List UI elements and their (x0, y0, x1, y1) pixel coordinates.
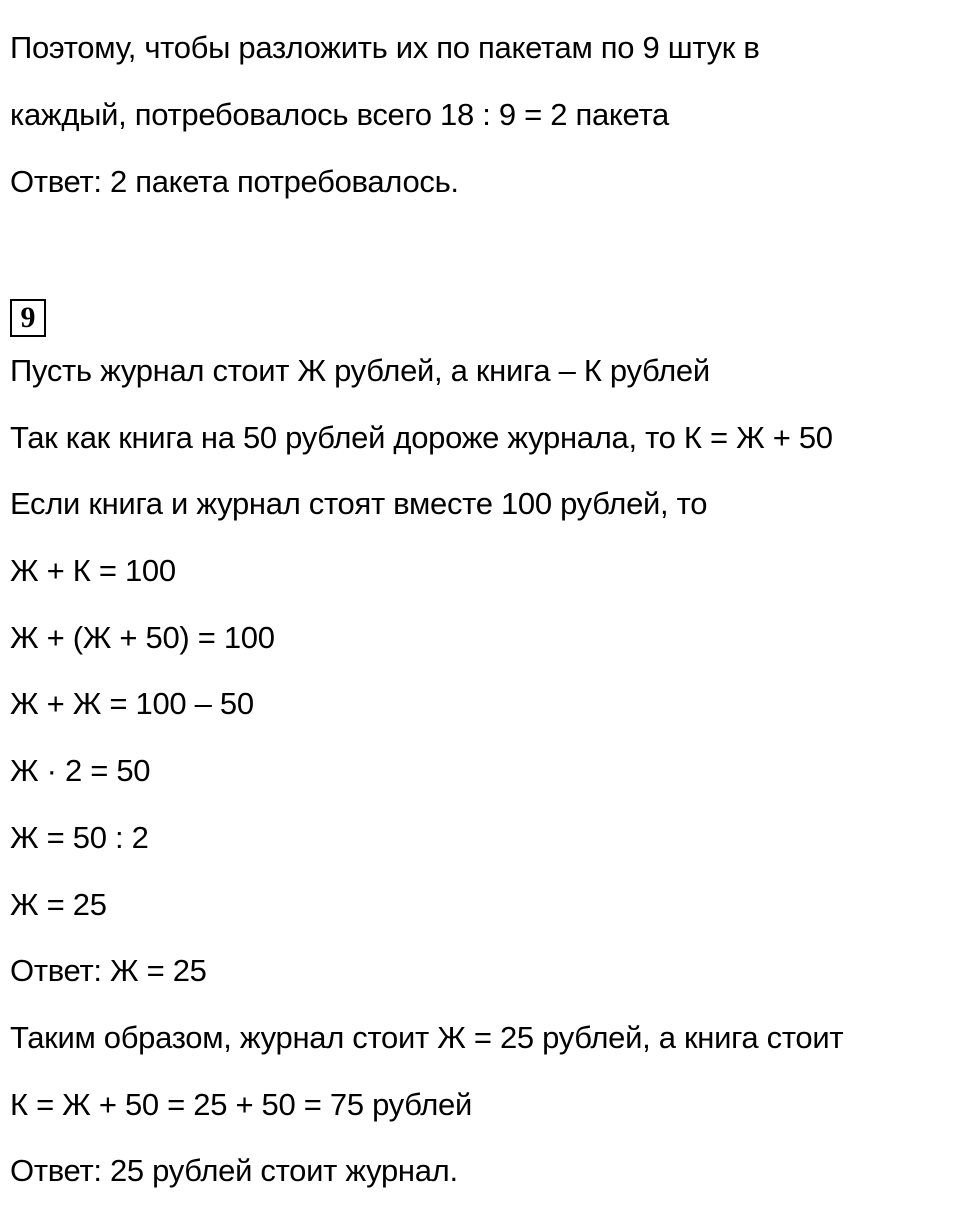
task-solution (10, 351, 950, 1191)
equation-line: Ж + (Ж + 50) = 100 (10, 619, 275, 655)
text-line: Поэтому, чтобы разложить их по пакетам по 9 штук в (10, 30, 760, 65)
text-line: Пусть журнал стоит Ж рублей, а книга – К рублей (10, 353, 710, 388)
answer-line: Ответ: 2 пакета потребовалось. (10, 164, 459, 199)
text-line: Так как книга на 50 рублей дороже журнала, то К = Ж + 50 (10, 419, 833, 455)
task-number-box: 9 (10, 299, 46, 337)
equation-line: К = Ж + 50 = 25 + 50 = 75 рублей (10, 1086, 473, 1122)
answer-line: Ответ: Ж = 25 (10, 953, 207, 989)
equation-line: Ж · 2 = 50 (10, 753, 151, 789)
text-line: Таким образом, журнал стоит Ж = 25 рублей, а книга стоит (10, 1019, 844, 1055)
text-line: Если книга и журнал стоят вместе 100 рублей, то (10, 486, 708, 522)
equation-line: Ж + К = 100 (10, 553, 176, 589)
solution-page (10, 0, 950, 1191)
equation-line: Ж = 25 (10, 886, 107, 922)
equation-line: Ж = 50 : 2 (10, 819, 149, 855)
previous-task-ending (10, 28, 950, 202)
answer-line: Ответ: 25 рублей стоит журнал. (10, 1153, 458, 1189)
equation-line: Ж + Ж = 100 – 50 (10, 686, 254, 722)
text-line: каждый, потребовалось всего 18 : 9 = 2 пакета (10, 97, 669, 132)
